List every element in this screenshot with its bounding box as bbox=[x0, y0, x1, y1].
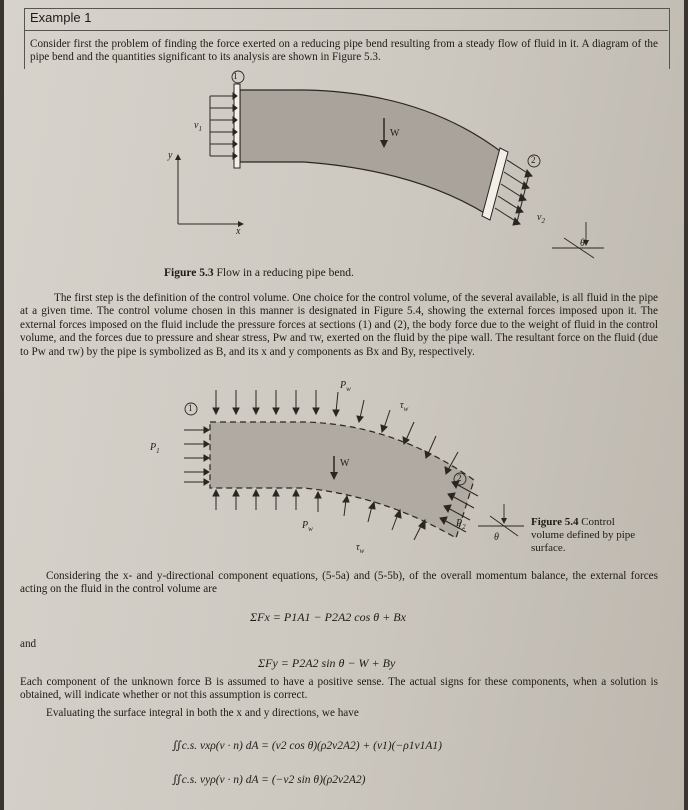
fig54-pw-bottom-label: $P_w$ bbox=[302, 520, 313, 533]
fig53-v1-label: $v_1$ bbox=[194, 120, 202, 133]
fig53-section2-label: 2 bbox=[531, 155, 536, 165]
fig54-theta-label: θ bbox=[494, 532, 499, 543]
fig53-x-axis-label: x bbox=[236, 226, 241, 237]
paragraph-positive-sense: Each component of the unknown force B is assumed to have a positive sense. The actual signs for these components, when a solution is obtained, will indicate whether or not this assumption is correct. bbox=[20, 676, 658, 702]
fig54-p2-label: $P_2$ bbox=[456, 518, 466, 531]
fig53-theta-label: θ bbox=[580, 238, 585, 249]
fig53-section1-label: 1 bbox=[233, 71, 238, 81]
integral-x: ∬c.s. vxρ(v · n) dA = (v2 cos θ)(ρ2v2A2) + (v1)(−ρ1v1A1) bbox=[172, 740, 442, 752]
example-intro: Consider first the problem of finding the force exerted on a reducing pipe bend resulting from a steady flow of fluid in it. A diagram of the pipe bend and the quantities significant to its analysis are shown in Figure 5.3. bbox=[30, 38, 658, 64]
fig54-tau-bottom-label: $\tau_w$ bbox=[356, 542, 365, 555]
example-divider bbox=[24, 30, 668, 31]
equation-sum-fy: ΣFy = P2A2 sin θ − W + By bbox=[258, 656, 396, 670]
figure-5-4-caption: Figure 5.4 Control volume defined by pipe surface. bbox=[531, 516, 636, 554]
integral-y: ∬c.s. vyρ(v · n) dA = (−v2 sin θ)(ρ2v2A2) bbox=[172, 774, 366, 786]
figure-5-3-caption: Figure 5.3 Flow in a reducing pipe bend. bbox=[164, 267, 354, 279]
fig54-pw-top-label: $P_w$ bbox=[340, 380, 351, 393]
equation-sum-fx: ΣFx = P1A1 − P2A2 cos θ + Bx bbox=[250, 610, 406, 624]
fig53-v2-label: $v_2$ bbox=[537, 212, 545, 225]
fig54-section1-label: 1 bbox=[188, 403, 193, 413]
example-label: Example 1 bbox=[30, 10, 92, 25]
textbook-page bbox=[4, 0, 684, 810]
fig54-tau-top-label: $\tau_w$ bbox=[400, 400, 409, 413]
paragraph-surface-integral: Evaluating the surface integral in both the x and y directions, we have bbox=[46, 707, 359, 719]
fig54-p1-label: $P_1$ bbox=[150, 442, 160, 455]
fig53-y-axis-label: y bbox=[168, 150, 173, 161]
paragraph-control-volume: The first step is the definition of the control volume. One choice for the control volume, of the several available, is all fluid in the pipe at a given time. The control volume chosen in this manner is designated in Figure 5.4, showing the external forces imposed upon it. The external forces imposed on the fluid include the pressure forces at sections (1) and (2), the body force due to the weight of fluid in the control volume, and the forces due to pressure and shear stress, Pw and τw, exerted on the fluid by the pipe wall. The resultant force on the fluid (due to Pw and τw) by the pipe is symbolized as B, and its x and y components as Bx and By, respectively. bbox=[20, 292, 658, 358]
and-label: and bbox=[20, 638, 37, 650]
paragraph-component-equations: Considering the x- and y-directional component equations, (5-5a) and (5-5b), of the overall momentum balance, the external forces acting on the fluid in the control volume are bbox=[20, 570, 658, 596]
fig54-weight-label: W bbox=[340, 458, 350, 469]
fig54-section2-label: 2 bbox=[457, 473, 462, 483]
fig53-weight-label: W bbox=[390, 128, 400, 139]
